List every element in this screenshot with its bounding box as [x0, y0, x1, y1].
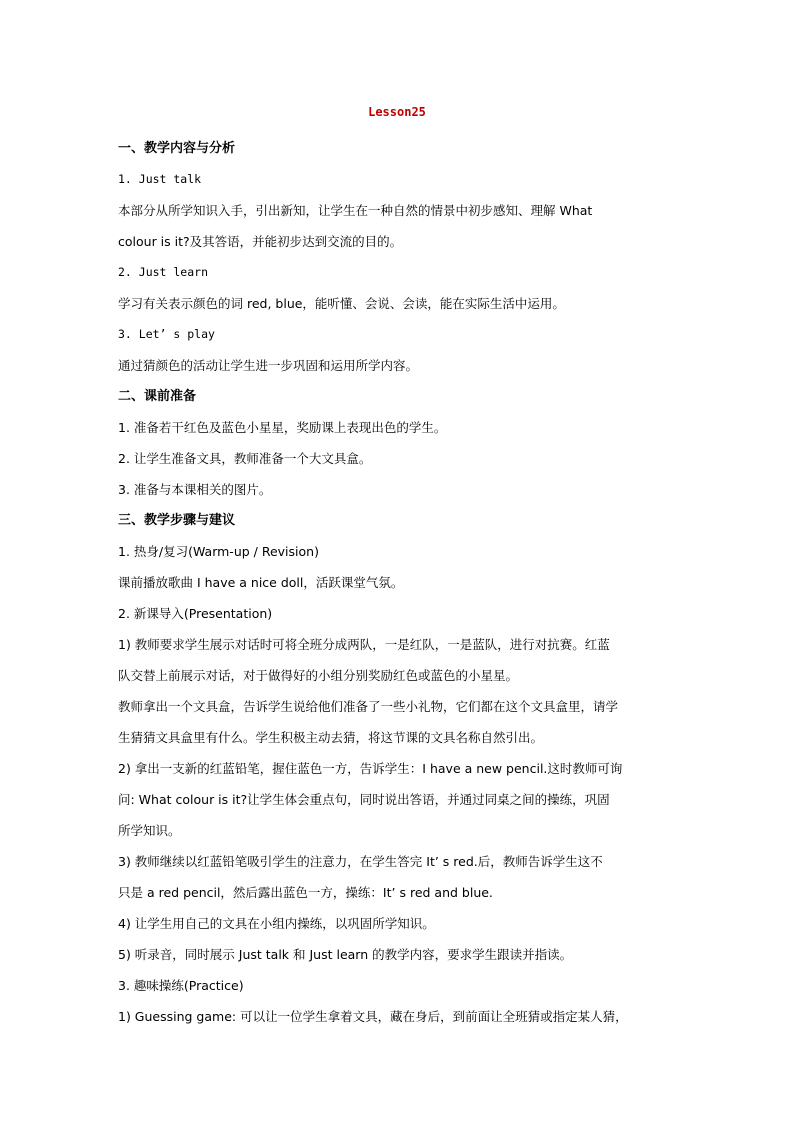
text-line: 队交替上前展示对话，对于做得好的小组分别奖励红色或蓝色的小星星。: [118, 668, 519, 683]
text-line: 教师拿出一个文具盒，告诉学生说给他们准备了一些小礼物，它们都在这个文具盒里，请学: [118, 699, 619, 714]
text-line: 1. Just talk: [118, 172, 202, 186]
text-line: 3. Let’ s play: [118, 327, 215, 341]
text-line: 2) 拿出一支新的红蓝铅笔，握住蓝色一方，告诉学生：I have a new pencil.这时教师可询: [118, 761, 623, 776]
text-line: colour is it?及其答语，并能初步达到交流的目的。: [118, 234, 403, 249]
text-line: 课前播放歌曲 I have a nice doll，活跃课堂气氛。: [118, 575, 404, 590]
document-title: Lesson25: [368, 105, 426, 119]
text-line: 通过猜颜色的活动让学生进一步巩固和运用所学内容。: [118, 358, 419, 373]
text-line: 5) 听录音，同时展示 Just talk 和 Just learn 的教学内容，要求学生跟读并指读。: [118, 947, 573, 962]
document-body: [118, 133, 678, 1032]
text-line: 2. Just learn: [118, 265, 209, 279]
text-line: 所学知识。: [118, 823, 181, 838]
text-line: 学习有关表示颜色的词 red, blue，能听懂、会说、会读，能在实际生活中运用。: [118, 296, 565, 311]
text-line: 生猜猜文具盒里有什么。学生积极主动去猜，将这节课的文具名称自然引出。: [118, 730, 544, 745]
text-line: 只是 a red pencil，然后露出蓝色一方，操练：It’ s red and blue.: [118, 885, 493, 900]
section-heading: 一、教学内容与分析: [118, 141, 236, 156]
text-line: 3) 教师继续以红蓝铅笔吸引学生的注意力，在学生答完 It’ s red.后，教师告诉学生这不: [118, 854, 603, 869]
text-line: 2. 新课导入(Presentation): [118, 606, 273, 621]
text-line: 问: What colour is it?让学生体会重点句，同时说出答语，并通过同桌之间的操练，巩固: [118, 792, 610, 807]
section-heading: 三、教学步骤与建议: [118, 513, 236, 528]
text-line: 1) 教师要求学生展示对话时可将全班分成两队，一是红队，一是蓝队，进行对抗赛。红蓝: [118, 637, 610, 652]
text-line: 3. 趣味操练(Practice): [118, 978, 244, 993]
text-line: 3. 准备与本课相关的图片。: [118, 482, 272, 497]
text-line: 1. 热身/复习(Warm-up / Revision): [118, 544, 319, 559]
text-line: 4) 让学生用自己的文具在小组内操练，以巩固所学知识。: [118, 916, 435, 931]
text-line: 本部分从所学知识入手，引出新知，让学生在一种自然的情景中初步感知、理解 What: [118, 203, 593, 218]
section-heading: 二、课前准备: [118, 389, 197, 404]
text-line: 1. 准备若干红色及蓝色小星星，奖励课上表现出色的学生。: [118, 420, 447, 435]
text-line: 2. 让学生准备文具，教师准备一个大文具盒。: [118, 451, 372, 466]
text-line: 1) Guessing game: 可以让一位学生拿着文具，藏在身后，到前面让全班猜或指定某人猜，: [118, 1009, 628, 1024]
